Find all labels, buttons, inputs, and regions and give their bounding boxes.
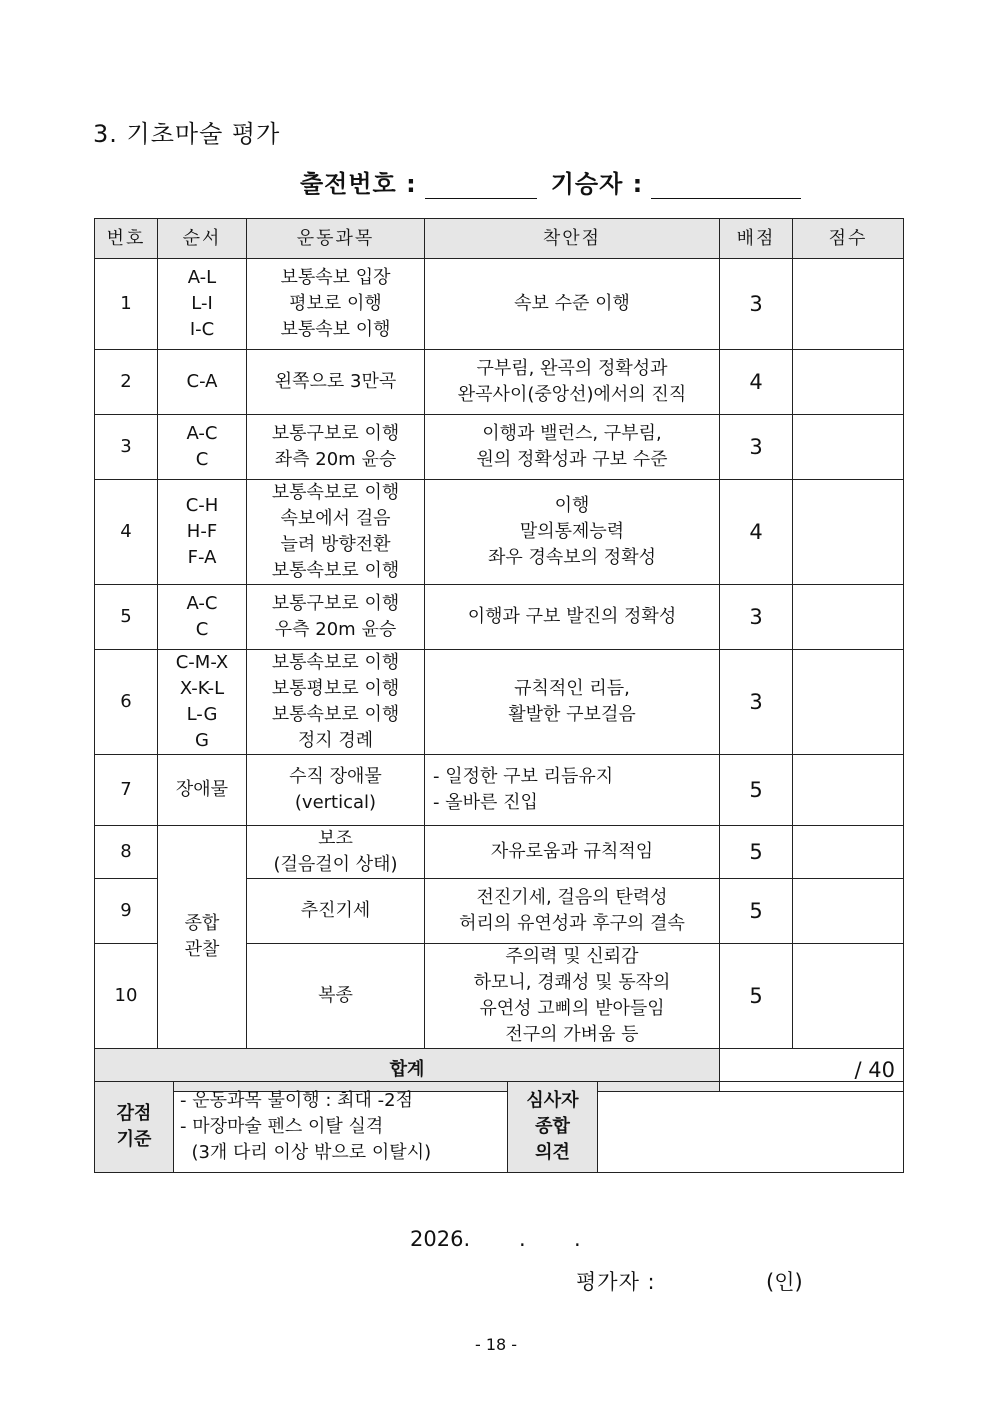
judge-opinion-field[interactable] xyxy=(598,1082,904,1173)
header-score: 점수 xyxy=(793,219,904,259)
score-input-cell[interactable] xyxy=(793,879,904,944)
row-points: 구부림, 완곡의 정확성과 완곡사이(중앙선)에서의 진직 xyxy=(425,350,720,415)
header-order: 순서 xyxy=(158,219,247,259)
section-title: 3. 기초마술 평가 xyxy=(93,120,281,148)
row-subject: 보통속보 입장 평보로 이행 보통속보 이행 xyxy=(247,259,425,350)
row-allotted: 5 xyxy=(720,944,793,1049)
row-allotted: 3 xyxy=(720,259,793,350)
row-order: A-L L-I I-C xyxy=(158,259,247,350)
row-number: 7 xyxy=(95,755,158,826)
row-points: 주의력 및 신뢰감 하모니, 경쾌성 및 동작의 유연성 고삐의 받아들임 전구의 가벼움 등 xyxy=(425,944,720,1049)
row-order: C-M-X X-K-L L-G G xyxy=(158,650,247,755)
table-row xyxy=(95,415,904,480)
entry-number-label: 출전번호 : xyxy=(300,170,417,198)
row-subject: 왼쪽으로 3만곡 xyxy=(247,350,425,415)
row-order: C-A xyxy=(158,350,247,415)
row-points: 자유로움과 규칙적임 xyxy=(425,826,720,879)
table-row xyxy=(95,650,904,755)
date-day-dot: . xyxy=(574,1227,581,1251)
row-points: 이행과 구보 발진의 정확성 xyxy=(425,585,720,650)
row-order: 장애물 xyxy=(158,755,247,826)
row-subject: 보통속보로 이행 속보에서 걸음 늘려 방향전환 보통속보로 이행 xyxy=(247,480,425,585)
row-allotted: 3 xyxy=(720,585,793,650)
row-allotted: 4 xyxy=(720,480,793,585)
row-points: 규칙적인 리듬, 활발한 구보걸음 xyxy=(425,650,720,755)
row-points: 속보 수준 이행 xyxy=(425,259,720,350)
row-allotted: 5 xyxy=(720,755,793,826)
table-row xyxy=(95,480,904,585)
date-year: 2026. xyxy=(410,1227,471,1251)
table-row xyxy=(95,585,904,650)
deduction-table xyxy=(94,1081,904,1173)
row-number: 1 xyxy=(95,259,158,350)
evaluation-table xyxy=(94,218,904,1092)
seal-mark: (인) xyxy=(766,1270,803,1294)
header-row xyxy=(95,219,904,259)
row-allotted: 5 xyxy=(720,879,793,944)
row-subject: 보통속보로 이행 보통평보로 이행 보통속보로 이행 정지 경례 xyxy=(247,650,425,755)
table-row xyxy=(95,755,904,826)
row-number: 8 xyxy=(95,826,158,879)
entry-number-field[interactable] xyxy=(425,172,537,199)
entry-line xyxy=(300,164,840,199)
row-number: 2 xyxy=(95,350,158,415)
row-order: A-C C xyxy=(158,415,247,480)
table-row xyxy=(95,826,904,879)
score-input-cell[interactable] xyxy=(793,480,904,585)
page-number: - 18 - xyxy=(474,1335,518,1354)
row-points: 전진기세, 걸음의 탄력성 허리의 유연성과 후구의 결속 xyxy=(425,879,720,944)
row-number: 6 xyxy=(95,650,158,755)
score-input-cell[interactable] xyxy=(793,350,904,415)
score-input-cell[interactable] xyxy=(793,755,904,826)
row-number: 3 xyxy=(95,415,158,480)
total-value[interactable]: / 40 xyxy=(720,1049,904,1092)
row-subject: 보통구보로 이행 좌측 20m 윤승 xyxy=(247,415,425,480)
row-subject: 추진기세 xyxy=(247,879,425,944)
row-subject: 복종 xyxy=(247,944,425,1049)
row-allotted: 5 xyxy=(720,826,793,879)
row-order: 종합 관찰 xyxy=(158,826,247,1049)
score-input-cell[interactable] xyxy=(793,415,904,480)
row-number: 4 xyxy=(95,480,158,585)
row-allotted: 4 xyxy=(720,350,793,415)
row-allotted: 3 xyxy=(720,650,793,755)
date-month-dot: . xyxy=(519,1227,526,1251)
row-order: C-H H-F F-A xyxy=(158,480,247,585)
score-input-cell[interactable] xyxy=(793,585,904,650)
deduction-rules: - 운동과목 불이행 : 최대 -2점 - 마장마술 펜스 이탈 실격 (3개 다리 이상 밖으로 이탈시) xyxy=(174,1082,508,1173)
score-input-cell[interactable] xyxy=(793,826,904,879)
header-subject: 운동과목 xyxy=(247,219,425,259)
rider-label: 기승자 : xyxy=(550,170,644,198)
row-points: 이행과 밸런스, 구부림, 원의 정확성과 구보 수준 xyxy=(425,415,720,480)
rider-field[interactable] xyxy=(651,172,801,199)
evaluator-label: 평가자 : xyxy=(576,1270,656,1294)
row-number: 9 xyxy=(95,879,158,944)
table-row xyxy=(95,259,904,350)
row-points: - 일정한 구보 리듬유지 - 올바른 진입 xyxy=(425,755,720,826)
row-subject: 보조 (걸음걸이 상태) xyxy=(247,826,425,879)
header-points: 착안점 xyxy=(425,219,720,259)
score-input-cell[interactable] xyxy=(793,650,904,755)
header-number: 번호 xyxy=(95,219,158,259)
row-subject: 수직 장애물 (vertical) xyxy=(247,755,425,826)
row-number: 10 xyxy=(95,944,158,1049)
deduction-label: 감점 기준 xyxy=(95,1082,174,1173)
row-subject: 보통구보로 이행 우측 20m 윤승 xyxy=(247,585,425,650)
total-label: 합계 xyxy=(95,1049,720,1092)
table-row xyxy=(95,350,904,415)
row-order: A-C C xyxy=(158,585,247,650)
row-points: 이행 말의통제능력 좌우 경속보의 정확성 xyxy=(425,480,720,585)
judge-opinion-label: 심사자 종합 의견 xyxy=(508,1082,598,1173)
score-input-cell[interactable] xyxy=(793,944,904,1049)
row-allotted: 3 xyxy=(720,415,793,480)
header-allotted: 배점 xyxy=(720,219,793,259)
row-number: 5 xyxy=(95,585,158,650)
score-input-cell[interactable] xyxy=(793,259,904,350)
